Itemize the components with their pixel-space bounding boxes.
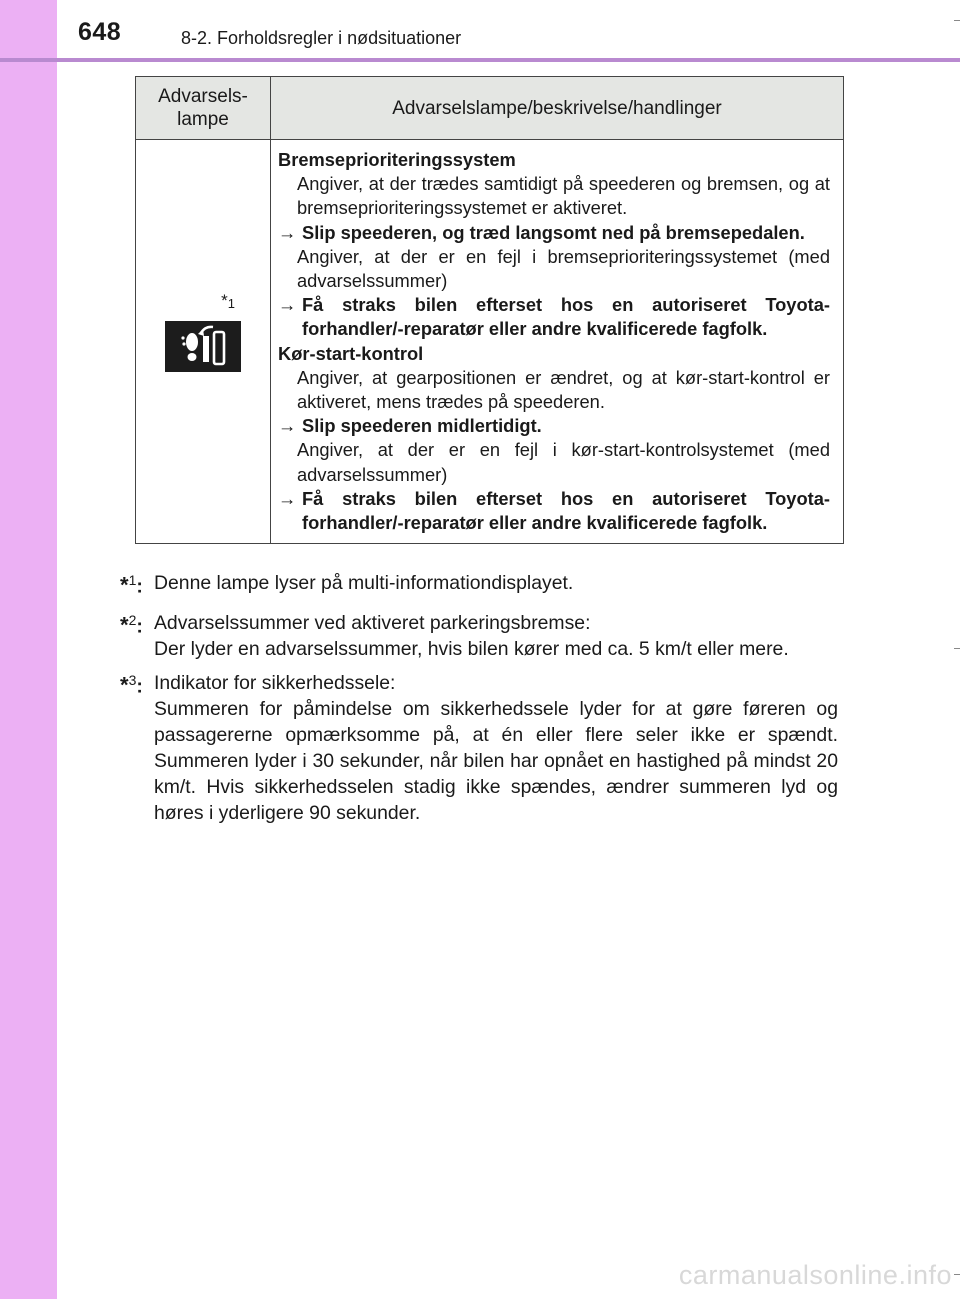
footnote-line: Advarselssummer ved aktiveret parkeringsbremse: [154,612,591,635]
footnote-marker [120,607,154,659]
watermark: carmanualsonline.info [678,1260,952,1290]
footnote-marker [120,667,154,823]
arrow-icon: → [278,294,297,316]
side-color-strip [0,0,57,1299]
action-text: Slip speederen midlertidigt. [302,415,542,437]
footnote-marker [120,567,154,599]
col-header-lamp [136,77,271,140]
footnotes [120,570,838,834]
description-text: Angiver, at der er en fejl i bremseprioriteringssystemet (med advarselssummer) [297,245,830,292]
footnote-body [154,670,838,826]
description-cell [271,140,844,544]
lamp-wrap [165,290,241,372]
footnote-colon: : [136,615,143,638]
lamp-footnote-ref [221,291,235,311]
action-item [278,221,830,245]
lamp-cell [136,140,271,544]
action-text: Få straks bilen efterset hos en autoriseret Toyota-forhandler/-reparatør eller andre kvalificerede fagfolk. [302,487,830,534]
description-text: Angiver, at der er en fejl i kør-start-kontrolsystemet (med advarselssummer) [297,439,830,485]
arrow-icon: → [278,487,297,509]
warning-lamp-table [135,76,844,544]
brake-override-warning-icon [165,321,241,372]
footnote-number: 1 [128,572,137,588]
action-item [278,487,830,535]
footnote-star: * [120,572,129,598]
footnote-colon: : [136,675,143,698]
crop-mark [954,20,960,21]
col-header-lamp-line1: Advarsels- [158,86,248,107]
footnote-1 [120,570,838,602]
description-text: Angiver, at der trædes samtidigt på speederen og bremsen, og at bremseprioriteringssystemet er aktiveret. [297,173,830,219]
arrow-icon: → [278,221,297,243]
footnote-star: * [120,612,129,638]
footnote-3 [120,670,838,826]
crop-mark [954,1274,960,1275]
action-text: Slip speederen, og træd langsomt ned på bremsepedalen. [302,221,805,243]
footnote-line: Summeren for påmindelse om sikkerhedssele lyder for at gøre føreren og passagererne opmærksomme på, at én eller flere seler ikke er spændt. Summeren lyder i 30 sekunder, når bilen har opnået en hastighed på mindst 20 km/t. Hvis sikkerhedsselen stadig ikke spændes, ændrer summeren lyd og høres i yderligere 90 sekunder. [154,698,838,825]
system-heading-brake: Bremseprioriteringssystem [278,149,516,170]
footnote-star: * [120,672,129,698]
col-header-description: Advarselslampe/beskrivelse/handlinger [271,77,844,140]
footnote-number: 2 [128,612,137,629]
table-header-row [136,77,844,140]
lamp-footnote-star: * [221,290,228,310]
action-text: Få straks bilen efterset hos en autoriseret Toyota-forhandler/-reparatør eller andre kvalificerede fagfolk. [302,294,830,340]
table-row [136,140,844,544]
description-text: Angiver, at gearpositionen er ændret, og at kør-start-kontrol er aktiveret, mens trædes på speederen. [297,366,830,413]
action-item [278,293,830,341]
footnote-line: Der lyder en advarselssummer, hvis bilen kører med ca. 5 km/t eller mere. [154,638,789,661]
footnote-line: Denne lampe lyser på multi-informationdisplayet. [154,572,574,594]
footnote-number: 3 [128,672,137,689]
arrow-icon: → [278,415,297,437]
footnote-line: Indikator for sikkerhedssele: [154,672,396,695]
col-header-lamp-line2: lampe [177,109,229,130]
footnote-body [154,570,838,602]
section-title: 8-2. Forholdsregler i nødsituationer [181,28,462,48]
header-divider [0,58,960,62]
lamp-footnote-num: 1 [227,295,235,311]
footnote-body [154,610,838,662]
crop-mark [954,648,960,649]
action-item [278,414,830,438]
system-heading-drive-start: Kør-start-kontrol [278,342,424,364]
footnote-2 [120,610,838,662]
page-number: 648 [78,18,122,46]
footnote-colon: : [136,575,143,598]
